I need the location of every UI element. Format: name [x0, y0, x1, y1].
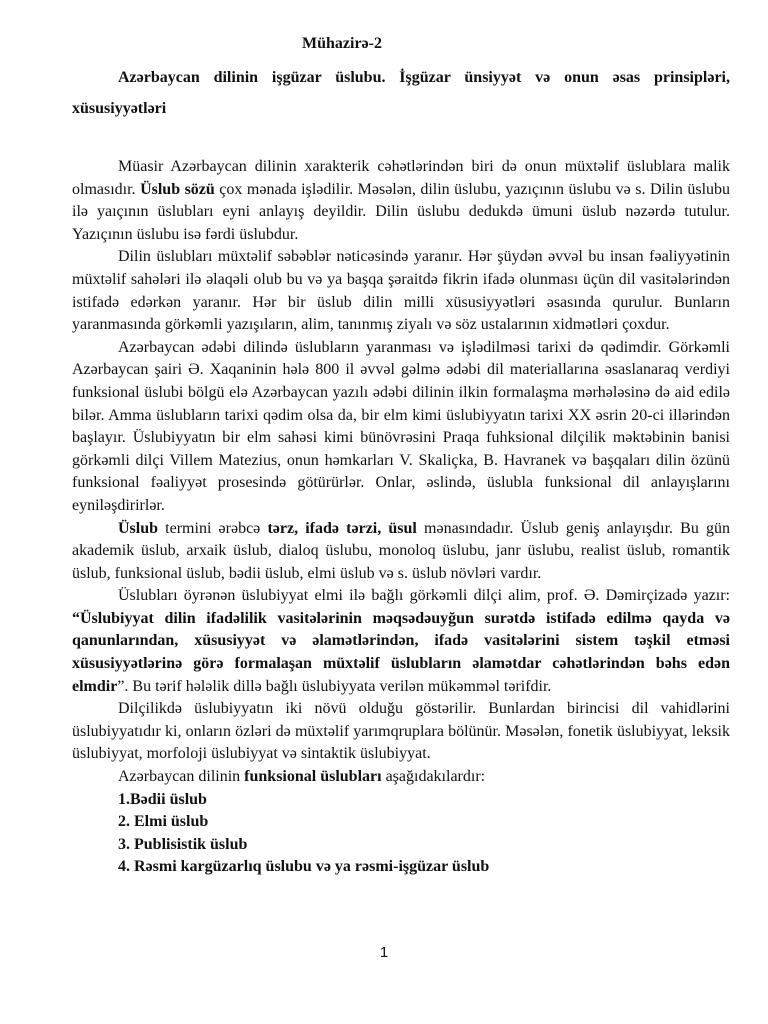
lecture-subtitle: Azərbaycan dilinin işgüzar üslubu. İşgüzar ünsiyyət və onun əsas prinsipləri, xüsusiyyətləri [72, 69, 730, 117]
functional-styles-list [72, 789, 730, 879]
bold-term: Üslub sözü [140, 180, 215, 198]
list-item: 2. Elmi üslub [118, 813, 209, 831]
paragraph-2: Dilin üslubları müxtəlif səbəblər nəticəsində yaranır. Hər şüydən əvvəl bu insan fəaliyyətinin müxtəlif sahələri ilə əlaqəli olub bu və ya başqa şəraitdə fikrin ifadə olunması üçün dil vasitələrindən istifadə edərkən yaranır. Hər bir üslub dilin milli xüsusiyyətləri əsasında qurulur. Bunların yaranmasında görkəmli yazışıların, alim, tanınmış ziyalı və söz ustalarının xidmətləri çoxdur. [72, 248, 730, 334]
paragraph-4: Üslub termini ərəbcə tərz, ifadə tərzi, üsul mənasındadır. Üslub geniş anlayışdır. Bu gün akademik üslub, arxaik üslub, dialoq üslubu, monoloq üslubu, janr üslubu, realist üslub, romantik üslub, funksional üslub, bədii üslub, elmi üslub və s. üslub növləri vardır. [72, 519, 731, 582]
paragraph-1: Müasir Azərbaycan dilinin xarakterik cəhətlərindən biri də onun müxtəlif üslublara malik olmasıdır. Üslub sözü çox mənada işlədilir. Məsələn, dilin üslubu, yazıçının üslubu və s. Dilin üslubu ilə yaıçının üslubları eyni anlayış deyildir. Dilin üslubu dedukdə ümuni üslub nəzərdə tutulur. Yazıçının üslubu isə fərdi üslubdur. [72, 158, 731, 243]
paragraph-7: Azərbaycan dilinin funksional üslubları aşağıdakılardır: [118, 768, 486, 786]
list-item: 4. Rəsmi kargüzarlıq üslubu və ya rəsmi-işgüzar üslub [118, 858, 490, 876]
lecture-title: Mühazirə-2 [302, 35, 382, 52]
paragraph-5: Üslubları öyrənən üslubiyyat elmi ilə bağlı görkəmli dilçi alim, prof. Ə. Dəmirçizadə yazır: “Üslubiyyat dilin ifadəlilik vasitələrinin məqsədəuyğun surətdə istifadə edilmə qayda və qanunlarından, xüsusiyyət və əlamətlərindən, ifadə vasitələrini sistem təşkil etməsi xüsusiyyətlərinə görə formalaşan müxtəlif üslubların əlamətdar cəhətlərindən bəhs edən elmdir”. Bu tərif hələlik dillə bağlı üslubiyyata verilən mükəmməl tərifdir. [72, 587, 730, 695]
list-item: 3. Publisistik üslub [118, 835, 248, 853]
page-number: 1 [379, 944, 389, 961]
bold-term: funksional üslubları [244, 768, 382, 786]
bold-term: Üslub [118, 519, 159, 537]
list-item: 1.Bədii üslub [118, 790, 207, 808]
paragraph-3: Azərbaycan ədəbi dilində üslubların yaranması və işlədilməsi tarixi də qədimdir. Görkəmli Azərbaycan şairi Ə. Xaqaninin hələ 800 il əvvəl gəlmə ədəbi dil materiallarına əsaslanaraq verdiyi funksional üslubi bölgü elə Azərbaycan yazılı ədəbi dilinin ilkin formalaşma mərhələsinə də aid edilə bilər. Amma üslubların tarixi qədim olsa da, bir elm kimi üslubiyyatın tarixi XX əsrin 20-ci illərindən başlayır. Üslubiyyatın bir elm sahəsi kimi bünövrəsini Praqa fuhksional dilçilik məktəbinin banisi görkəmli dilçi Villem Matezius, onun həmkarları V. Skaliçka, B. Havranek və başqaları dilin özünü funksional fəaliyyət prosesində götürürlər. Onlar, əslində, üslubla funksional dil anlayışlarını eyniləşdirirlər. [72, 338, 730, 514]
bold-quote: “Üslubiyyat dilin ifadəlilik vasitələrinin məqsədəuyğun surətdə istifadə edilmə qayda və qanunlarından, xüsusiyyət və əlamətlərindən, ifadə vasitələrini sistem təşkil etməsi xüsusiyyətlərinə görə formalaşan müxtəlif üslubların əlamətdar cəhətlərindən bəhs edən elmdir [72, 609, 730, 695]
paragraph-6: Dilçilikdə üslubiyyatın iki növü olduğu göstərilir. Bunlardan birincisi dil vahidlərini üslubiyyatıdır ki, onların özləri də müxtəlif yarımqruplara bölünür. Məsələn, fonetik üslubiyyat, leksik üslubiyyat, morfoloji üslubiyyat və sintaktik üslubiyyat. [72, 700, 730, 763]
bold-term: tərz, ifadə tərzi, üsul [267, 519, 417, 537]
